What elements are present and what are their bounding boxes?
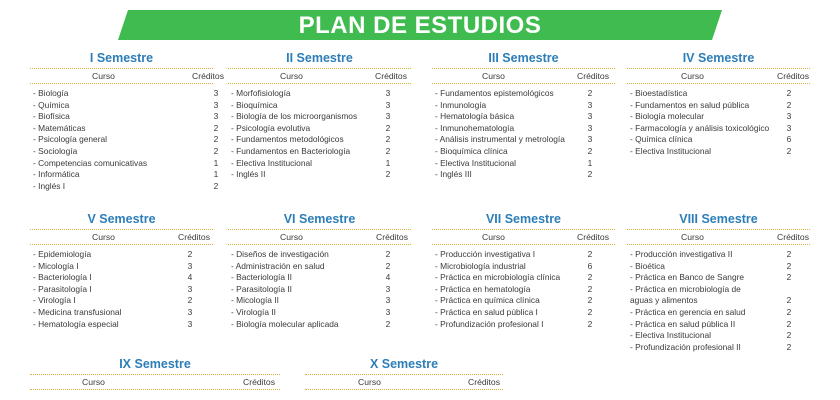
course-row — [627, 249, 810, 261]
course-list — [432, 88, 615, 181]
semester-x — [305, 356, 503, 394]
course-name: - Inmunología — [435, 99, 487, 110]
course-credits: 2 — [385, 145, 391, 156]
course-credits: 1 — [213, 169, 219, 180]
column-headers — [627, 69, 810, 83]
semester-ii — [228, 50, 411, 181]
course-name: - Biología de los microorganismos — [231, 111, 358, 122]
credits-header: Créditos — [777, 232, 809, 242]
course-row — [627, 123, 810, 135]
course-name: - Diseños de investigación — [231, 249, 329, 259]
course-name: - Química clínica — [630, 134, 693, 145]
course-row — [627, 100, 810, 112]
course-credits: 2 — [786, 260, 792, 271]
course-row — [432, 146, 615, 158]
course-list — [228, 249, 411, 330]
course-row — [228, 272, 411, 284]
semester-ix — [30, 356, 280, 394]
course-credits: 3 — [587, 122, 593, 133]
course-credits: 2 — [587, 283, 593, 294]
course-header: Curso — [92, 232, 115, 242]
course-name: - Inglés I — [33, 180, 66, 191]
course-credits: 3 — [385, 283, 391, 294]
course-name: - Matemáticas — [33, 122, 86, 133]
course-row — [228, 249, 411, 261]
course-row — [432, 295, 615, 307]
course-name: - Electiva Institucional — [630, 145, 711, 156]
course-credits: 2 — [786, 341, 792, 352]
course-row — [432, 123, 615, 135]
course-row — [30, 284, 213, 296]
course-name: - Química — [33, 99, 70, 110]
course-credits: 3 — [187, 283, 193, 294]
course-name: - Práctica en química clínica — [435, 295, 540, 306]
course-credits: 2 — [587, 318, 593, 329]
course-name: - Psicología evolutiva — [231, 122, 311, 133]
course-row — [30, 295, 213, 307]
course-credits: 2 — [786, 306, 792, 317]
course-row — [228, 261, 411, 273]
course-name: - Epidemiología — [33, 249, 92, 259]
course-credits: 3 — [187, 260, 193, 271]
course-credits: 2 — [587, 272, 593, 283]
course-name: - Micología II — [231, 295, 279, 306]
course-name: - Hematología especial — [33, 318, 119, 329]
course-list — [627, 249, 810, 353]
course-credits: 6 — [786, 134, 792, 145]
course-row — [228, 88, 411, 100]
course-list — [30, 249, 213, 330]
course-name: - Hematología básica — [435, 111, 515, 122]
credits-header: Créditos — [577, 232, 609, 242]
course-row — [627, 146, 810, 158]
course-list — [30, 88, 219, 192]
course-credits: 2 — [385, 122, 391, 133]
course-list — [432, 249, 615, 330]
course-row — [30, 157, 219, 170]
page-title: PLAN DE ESTUDIOS — [298, 12, 542, 39]
course-credits: 2 — [786, 99, 792, 110]
semester-title: VIII Semestre — [679, 212, 758, 226]
course-credits: 2 — [187, 295, 193, 306]
course-row — [30, 180, 219, 193]
course-credits: 3 — [213, 111, 219, 122]
course-row — [228, 134, 411, 146]
course-name: - Micología I — [33, 260, 79, 271]
course-row — [228, 123, 411, 135]
course-credits: 6 — [587, 260, 593, 271]
column-headers — [627, 230, 810, 244]
course-name: - Inglés II — [231, 169, 266, 180]
course-credits: 4 — [385, 272, 391, 283]
course-credits: 2 — [587, 249, 593, 259]
course-credits: 2 — [385, 249, 391, 259]
course-row — [30, 272, 213, 284]
semester-vi — [228, 211, 411, 330]
course-row — [432, 319, 615, 331]
course-list — [627, 88, 810, 158]
course-list — [228, 88, 411, 181]
course-row — [627, 111, 810, 123]
course-name: - Producción investigativa I — [435, 249, 536, 259]
course-credits: 1 — [587, 157, 593, 168]
course-credits: 2 — [385, 260, 391, 271]
course-name: - Informática — [33, 169, 80, 180]
course-row — [30, 261, 213, 273]
course-credits: 3 — [385, 295, 391, 306]
semester-iv — [627, 50, 810, 158]
course-row — [432, 100, 615, 112]
course-credits: 3 — [187, 306, 193, 317]
course-credits: 2 — [786, 318, 792, 329]
credits-header: Créditos — [375, 71, 407, 81]
course-name: - Sociología — [33, 145, 78, 156]
course-row — [30, 307, 213, 319]
course-credits: 2 — [385, 318, 391, 329]
course-credits: 3 — [385, 88, 391, 98]
course-credits: 1 — [385, 157, 391, 168]
course-credits: 3 — [385, 99, 391, 110]
semester-vii — [432, 211, 615, 330]
course-header: Curso — [681, 232, 704, 242]
course-row — [30, 319, 213, 331]
course-credits: 2 — [587, 88, 593, 98]
column-headers — [228, 69, 411, 83]
course-row — [228, 111, 411, 123]
semester-v — [30, 211, 213, 330]
course-name: - Parasitología II — [231, 283, 292, 294]
divider — [30, 244, 213, 245]
course-credits: 2 — [213, 145, 219, 156]
column-headers — [305, 375, 503, 389]
course-name: - Fundamentos epistemológicos — [435, 88, 554, 98]
course-row — [432, 272, 615, 284]
course-name: - Bacteriología II — [231, 272, 292, 283]
semester-title: VII Semestre — [485, 212, 562, 226]
course-row — [627, 272, 810, 284]
divider — [305, 389, 503, 390]
course-name: - Farmacología y análisis toxicológico — [630, 122, 770, 133]
course-credits: 2 — [786, 330, 792, 341]
course-credits: 3 — [786, 122, 792, 133]
semester-title: III Semestre — [488, 51, 559, 65]
divider — [30, 389, 280, 390]
course-credits: 3 — [213, 88, 219, 98]
course-row — [432, 307, 615, 319]
column-headers — [30, 375, 280, 389]
semester-title: V Semestre — [87, 212, 156, 226]
course-credits: 2 — [385, 169, 391, 180]
course-row — [432, 134, 615, 146]
course-credits: 3 — [587, 111, 593, 122]
course-header: Curso — [482, 71, 505, 81]
course-name: - Práctica en salud pública I — [435, 306, 538, 317]
semester-title: I Semestre — [89, 51, 154, 65]
course-credits: 2 — [587, 295, 593, 306]
course-row — [432, 249, 615, 261]
course-credits: 2 — [587, 169, 593, 180]
course-name: - Bioquímica — [231, 99, 278, 110]
course-header: Curso — [358, 377, 381, 387]
course-row — [627, 261, 810, 273]
course-name: - Parasitología I — [33, 283, 92, 294]
course-header: Curso — [482, 232, 505, 242]
course-row — [432, 158, 615, 170]
course-credits: 3 — [213, 99, 219, 110]
course-name: - Inmunohematología — [435, 122, 515, 133]
course-name: - Electiva Institucional — [435, 157, 516, 168]
course-header: Curso — [280, 71, 303, 81]
course-name: - Bioestadística — [630, 88, 688, 98]
course-name: - Práctica en hematología — [435, 283, 531, 294]
course-credits: 2 — [213, 180, 219, 191]
credits-header: Créditos — [178, 232, 210, 242]
course-name: - Medicina transfusional — [33, 306, 122, 317]
semester-iii — [432, 50, 615, 181]
semester-viii — [627, 211, 810, 353]
course-name: - Administración en salud — [231, 260, 325, 271]
course-name: - Fundamentos en salud pública — [630, 99, 750, 110]
divider — [627, 244, 810, 245]
course-row — [627, 307, 810, 319]
course-credits: 2 — [786, 145, 792, 156]
column-headers — [432, 69, 615, 83]
course-name: - Microbiología industrial — [435, 260, 526, 271]
divider — [432, 83, 615, 84]
course-row — [228, 100, 411, 112]
credits-header: Créditos — [243, 377, 275, 387]
course-row — [228, 319, 411, 331]
course-credits: 1 — [213, 157, 219, 168]
course-name: - Práctica en microbiología clínica — [435, 272, 561, 283]
course-row — [30, 134, 219, 146]
course-row — [627, 88, 810, 100]
course-row — [30, 169, 219, 181]
course-row — [627, 330, 810, 342]
course-name: - Bioética — [630, 260, 665, 271]
credits-header: Créditos — [192, 71, 224, 81]
course-name: - Psicología general — [33, 134, 108, 145]
column-headers — [228, 230, 411, 244]
course-credits: 2 — [786, 249, 792, 259]
course-credits: 4 — [187, 272, 193, 283]
course-row — [432, 111, 615, 123]
course-name: - Competencias comunicativas — [33, 157, 148, 168]
course-credits: 2 — [587, 145, 593, 156]
course-name: - Análisis instrumental y metrología — [435, 134, 565, 145]
semester-title: X Semestre — [369, 357, 439, 371]
course-header: Curso — [681, 71, 704, 81]
course-name: - Práctica en Banco de Sangre — [630, 272, 745, 283]
course-row — [30, 111, 219, 123]
column-headers — [30, 69, 224, 83]
column-headers — [432, 230, 615, 244]
course-credits: 2 — [786, 272, 792, 283]
course-row — [432, 261, 615, 273]
course-credits: 3 — [385, 111, 391, 122]
semester-title: II Semestre — [286, 51, 353, 65]
course-name: - Bioquímica clínica — [435, 145, 508, 156]
column-headers — [30, 230, 213, 244]
course-credits: 2 — [786, 295, 792, 306]
course-credits: 3 — [786, 111, 792, 122]
divider — [228, 83, 411, 84]
course-name: - Práctica en microbiología de aguas y alimentos — [630, 283, 741, 305]
course-credits: 3 — [587, 134, 593, 145]
course-row — [228, 158, 411, 170]
course-name: - Biología — [33, 88, 69, 98]
course-name: - Inglés III — [435, 169, 472, 180]
semester-title: VI Semestre — [283, 212, 356, 226]
course-row — [627, 134, 810, 146]
course-name: - Práctica en gerencia en salud — [630, 306, 746, 317]
credits-header: Créditos — [376, 232, 408, 242]
course-name: - Morfofisiología — [231, 88, 291, 98]
divider — [627, 83, 810, 84]
course-credits: 3 — [187, 318, 193, 329]
semester-title: IX Semestre — [119, 357, 191, 371]
course-name: - Biofísica — [33, 111, 70, 122]
course-name: - Fundamentos en Bacteriología — [231, 145, 351, 156]
credits-header: Créditos — [577, 71, 609, 81]
course-credits: 2 — [213, 134, 219, 145]
semester-i — [30, 50, 224, 192]
course-name: - Práctica en salud pública II — [630, 318, 736, 329]
course-credits: 2 — [587, 306, 593, 317]
course-row — [30, 145, 219, 158]
course-row — [228, 146, 411, 158]
course-credits: 2 — [385, 134, 391, 145]
course-row — [432, 284, 615, 296]
course-credits: 2 — [786, 88, 792, 98]
course-name: - Virología I — [33, 295, 76, 306]
course-name: - Electiva Institucional — [630, 330, 711, 341]
course-credits: 3 — [385, 306, 391, 317]
course-name: - Profundización profesional II — [630, 341, 741, 352]
semester-title: IV Semestre — [682, 51, 755, 65]
course-header: Curso — [82, 377, 105, 387]
divider — [432, 244, 615, 245]
course-name: - Biología molecular — [630, 111, 705, 122]
course-name: - Profundización profesional I — [435, 318, 544, 329]
course-row — [627, 342, 810, 354]
course-row — [30, 88, 219, 100]
course-name: - Electiva Institucional — [231, 157, 312, 168]
course-row — [627, 319, 810, 331]
course-row — [228, 307, 411, 319]
course-row — [432, 169, 615, 181]
course-row — [30, 122, 219, 135]
course-credits: 2 — [187, 249, 193, 259]
course-row — [627, 284, 810, 307]
course-credits: 2 — [213, 122, 219, 133]
credits-header: Créditos — [777, 71, 809, 81]
course-name: - Bacteriología I — [33, 272, 92, 283]
divider — [30, 83, 213, 84]
course-row — [30, 249, 213, 261]
course-row — [228, 169, 411, 181]
course-credits: 3 — [587, 99, 593, 110]
credits-header: Créditos — [468, 377, 500, 387]
course-row — [432, 88, 615, 100]
course-header: Curso — [280, 232, 303, 242]
divider — [228, 244, 411, 245]
course-row — [228, 284, 411, 296]
course-row — [228, 295, 411, 307]
course-name: - Biología molecular aplicada — [231, 318, 339, 329]
title-banner — [118, 10, 722, 40]
course-name: - Fundamentos metodológicos — [231, 134, 344, 145]
course-header: Curso — [92, 71, 115, 81]
course-name: - Producción investigativa II — [630, 249, 733, 259]
course-name: - Virología II — [231, 306, 276, 317]
course-row — [30, 99, 219, 112]
